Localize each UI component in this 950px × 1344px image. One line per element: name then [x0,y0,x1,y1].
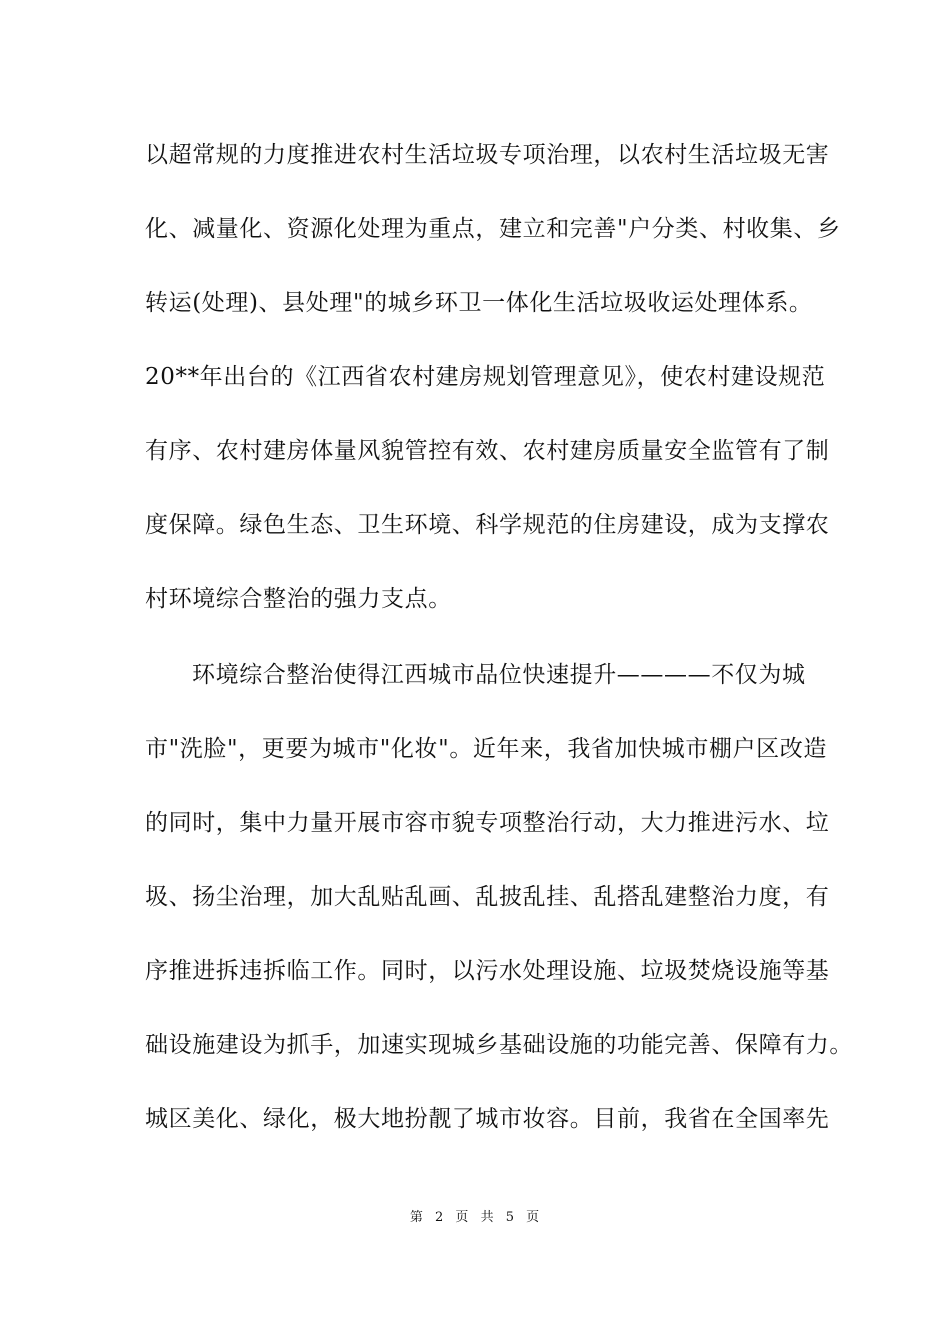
footer-prefix: 第 [409,1210,424,1225]
footer-current-page: 2 [434,1210,445,1225]
text-line: 转运(处理)、县处理"的城乡环卫一体化生活垃圾收运处理体系。 [145,290,813,316]
footer-total-prefix: 共 [480,1210,495,1225]
footer-total-label: 页 [526,1210,541,1225]
footer-page-label: 页 [455,1210,470,1225]
footer-total-pages: 5 [505,1210,515,1225]
text-line: 以超常规的力度推进农村生活垃圾专项治理，以农村生活垃圾无害 [145,142,830,168]
text-line: 度保障。绿色生态、卫生环境、科学规范的住房建设，成为支撑农 [145,512,830,538]
text-line: 城区美化、绿化，极大地扮靓了城市妆容。目前，我省在全国率先 [145,1106,830,1132]
text-line: 村环境综合整治的强力支点。 [145,586,452,612]
page-footer [0,1206,950,1225]
text-line: 序推进拆违拆临工作。同时，以污水处理设施、垃圾焚烧设施等基 [145,958,830,984]
text-line: 的同时，集中力量开展市容市貌专项整治行动，大力推进污水、垃 [145,810,830,836]
text-line: 础设施建设为抓手，加速实现城乡基础设施的功能完善、保障有力。 [145,1032,853,1058]
text-line: 圾、扬尘治理，加大乱贴乱画、乱披乱挂、乱搭乱建整治力度，有 [145,884,830,910]
text-line: 化、减量化、资源化处理为重点，建立和完善"户分类、村收集、乡 [145,216,841,242]
text-line: 有序、农村建房体量风貌管控有效、农村建房质量安全监管有了制 [145,438,830,464]
text-line: 20**年出台的《江西省农村建房规划管理意见》，使农村建设规范 [145,364,826,390]
paragraph-first-line: 环境综合整治使得江西城市品位快速提升————不仅为城 [192,662,806,688]
text-line: 市"洗脸"，更要为城市"化妆"。近年来，我省加快城市棚户区改造 [145,736,827,762]
